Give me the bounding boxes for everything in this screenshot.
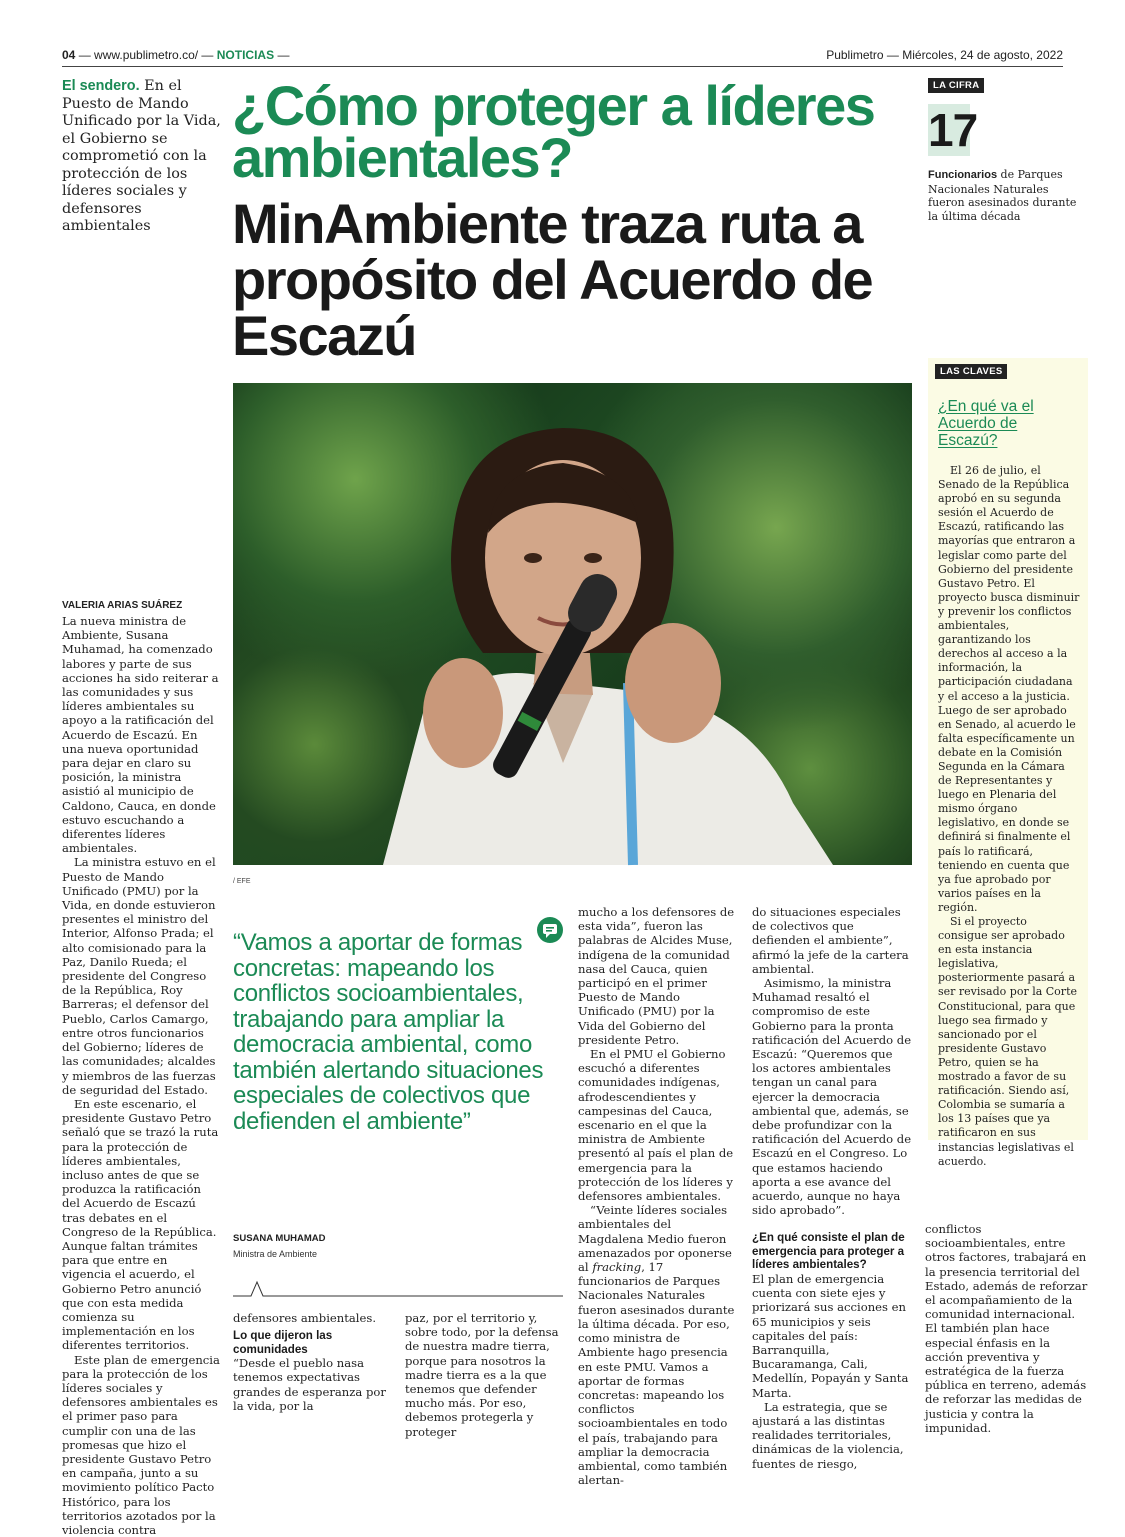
- body-column-5: [752, 905, 912, 1471]
- body-paragraph: do situaciones especiales de colectivos que defienden el ambiente”, afirmó la jefe de la cartera ambiental.: [752, 905, 909, 976]
- deck-text: En el Puesto de Mando Unificado por la Vida, el Gobierno se comprometió con la protección de los líderes sociales y defensores ambientales: [62, 78, 221, 234]
- header-rule: [62, 66, 1063, 67]
- body-paragraph: paz, por el territorio y, sobre todo, por la defensa de nuestra madre tierra, porque para nosotros la madre tierra es a la que tenemos que defender mucho más. Por eso, debemos protegerla y proteger: [405, 1311, 559, 1439]
- section-label[interactable]: NOTICIAS: [216, 48, 275, 62]
- body-paragraph: En este escenario, el presidente Gustavo Petro señaló que se trazó la ruta para la protección de líderes ambientales, incluso antes de que se produzca la ratificación del Acuerdo de Escazú tras debates en el Congreso de la República. Aunque faltan trámites para que entre en vigencia el acuerdo, el Gobierno Petro anunció que con esta medida comienza su implementación en los diferentes territorios.: [62, 1096, 219, 1353]
- quote-role: Ministra de Ambiente: [233, 1249, 318, 1259]
- main-photo: [233, 383, 912, 865]
- body-paragraph: [578, 1203, 736, 1487]
- claves-question: ¿En qué va el Acuerdo de Escazú?: [938, 398, 1034, 449]
- body-paragraph: Asimismo, la ministra Muhamad resaltó el compromiso de este Gobierno para la pronta ratificación del Acuerdo de Escazú: “Queremos que los actores ambientales tengan un canal para ejercer la democracia ambiental que, además, se debe profundizar con la ratificación del Acuerdo de Escazú en el Congreso. Lo que estamos haciendo aporta a ese avance del acuerdo, aunque no haya sido aprobado”.: [752, 976, 912, 1218]
- body-paragraph: La ministra estuvo en el Puesto de Mando Unificado (PMU) por la Vida, en donde estuvieron presentes el ministro del Interior, Alfonso Prada; el alto comisionado para la Paz, Danilo Rueda; el presidente del Congreso de la República, Roy Barreras; el defensor del Pueblo, Carlos Camargo, entre otros funcionarios del Gobierno; líderes de las comunidades; alcaldes y miembros de las fuerzas de seguridad del Estado.: [62, 855, 216, 1097]
- cifra-rest: de Parques Nacionales Naturales fueron asesinados durante la última década: [928, 168, 1077, 223]
- header-date: Publimetro — Miércoles, 24 de agosto, 2022: [826, 48, 1063, 62]
- claves-paragraph: Si el proyecto consigue ser aprobado en esta instancia legislativa, posteriormente pasará a ser revisado por la Corte Constitucional, para que luego sea firmado y sancionado por el presidente Gustavo Petro, quien se ha mostrado a favor de su ratificación. Siendo así, Colombia se sumaría a los 13 países que ya ratificaron en sus instancias legislativas el acuerdo.: [938, 915, 1077, 1168]
- body-italic: fracking: [592, 1260, 642, 1275]
- deck-lead: El sendero.: [62, 78, 140, 94]
- deck: [62, 78, 230, 236]
- claves-paragraph: El 26 de julio, el Senado de la República aprobó en su segunda sesión el Acuerdo de Escazú, ratificando las mayorías que entraron a legislar como parte del Gobierno del presidente Gustavo Petro. El proyecto busca disminuir y prevenir los conflictos ambientales, garantizando los derechos al acceso a la información, la participación ciudadana y el acceso a la justicia. Luego de ser aprobado en Senado, al acuerdo le falta específicamente un debate en la Comisión Segunda en la Cámara de Representantes y luego en Plenaria del mismo órgano legislativo, en donde se definirá si finalmente el país lo ratificará, teniendo en cuenta que ya fue aprobado por varios países en la región.: [938, 464, 1080, 914]
- body-paragraph: En el PMU el Gobierno escuchó a diferentes comunidades indígenas, afrodescendientes y campesinas del Cauca, escenario en el que la ministra de Ambiente presentó al país el plan de emergencia para la protección de los líderes y defensores ambientales.: [578, 1047, 734, 1204]
- body-paragraph: defensores ambientales.: [233, 1311, 377, 1325]
- body-paragraph: “Desde el pueblo nasa tenemos expectativas grandes de esperanza por la vida, por la: [233, 1356, 386, 1413]
- headline-question: ¿Cómo proteger a líderes ambientales?: [232, 74, 875, 189]
- photo-credit: / EFE: [233, 878, 251, 885]
- byline: VALERIA ARIAS SUÁREZ: [62, 600, 183, 611]
- cifra-bold: Funcionarios: [928, 169, 998, 181]
- photo-illustration: [233, 383, 912, 865]
- headline-main: MinAmbiente traza ruta a propósito del Acuerdo de Escazú: [232, 192, 873, 367]
- body-column-6: [925, 1222, 1088, 1435]
- body-column-3: [405, 1311, 563, 1439]
- body-paragraph: conflictos socioambientales, entre otros factores, trabajará en la presencia territorial del Estado, además de reforzar el acompañamiento de la comunidad internacional. El también plan hace especial énfasis en la acción preventiva y estratégica de la fuerza pública en terreno, además de reforzar las medidas de justicia y contra la impunidad.: [925, 1222, 1088, 1435]
- site-url[interactable]: — www.publimetro.co/ —: [78, 48, 214, 62]
- cifra-text: [928, 168, 1088, 223]
- claves-body: [938, 464, 1080, 1169]
- subhead-comunidades: Lo que dijeron las comunidades: [233, 1329, 333, 1356]
- body-column-4: [578, 905, 736, 1487]
- quote-author: SUSANA MUHAMAD: [233, 1233, 326, 1244]
- body-column-1: [62, 614, 220, 1537]
- cifra-number: 17: [928, 104, 978, 156]
- subhead-plan: ¿En qué consiste el plan de emergencia para proteger a líderes ambientales?: [752, 1231, 905, 1272]
- section-suffix: —: [277, 48, 290, 62]
- header-left: [62, 48, 289, 62]
- body-column-2: [233, 1311, 391, 1413]
- body-paragraph: La estrategia, que se ajustará a las distintas realidades territoriales, dinámicas de la violencia, fuentes de riesgo,: [752, 1399, 904, 1471]
- quote-divider: [233, 1276, 563, 1300]
- page-number: 04: [62, 48, 76, 62]
- body-paragraph: mucho a los defensores de esta vida”, fueron las palabras de Alcides Muse, indígena de la comunidad nasa del Cauca, quien participó en el primer Puesto de Mando Unificado (PMU) por la Vida del Gobierno del presidente Petro.: [578, 905, 735, 1047]
- body-paragraph: La nueva ministra de Ambiente, Susana Muhamad, ha comenzado labores y parte de sus acciones ha sido reiterar a las comunidades y sus líderes ambientales su apoyo a la ratificación del Acuerdo de Escazú. En una nueva oportunidad para dejar en claro su posición, la ministra asistió al municipio de Caldono, Cauca, en donde estuvo escuchando a diferentes líderes ambientales.: [62, 614, 219, 856]
- cifra-tag: LA CIFRA: [928, 78, 984, 93]
- body-paragraph: El plan de emergencia cuenta con siete ejes y priorizará sus acciones en 65 municipios y seis capitales del país: Barranquilla, Bucaramanga, Cali, Medellín, Popayán y Santa Marta.: [752, 1271, 909, 1400]
- claves-tag: LAS CLAVES: [935, 364, 1007, 379]
- pull-quote: “Vamos a aportar de formas concretas: mapeando los conflictos socioambientales, trabajando para ampliar la democracia ambiental, como también alertando situaciones especiales de colectivos que defienden el ambiente”: [233, 929, 544, 1135]
- body-text: “Veinte líderes sociales ambientales del Magdalena Medio fueron amenazados por oponerse al: [578, 1203, 732, 1275]
- body-text: , 17 funcionarios de Parques Nacionales Naturales fueron asesinados durante la última década. Por eso, como ministra de Ambiente hago presencia en este PMU. Vamos a aportar de formas concretas: mapeando los conflictos socioambientales en todo el país, trabajando para ampliar la democracia ambiental, como también alertan-: [578, 1260, 735, 1488]
- body-paragraph: Este plan de emergencia para la protección de los líderes sociales y defensores ambientales es el primer paso para cumplir con una de las promesas que hizo el presidente Gustavo Petro en campaña, junto a su movimiento político Pacto Histórico, para los territorios azotados por la violencia contra: [62, 1352, 220, 1537]
